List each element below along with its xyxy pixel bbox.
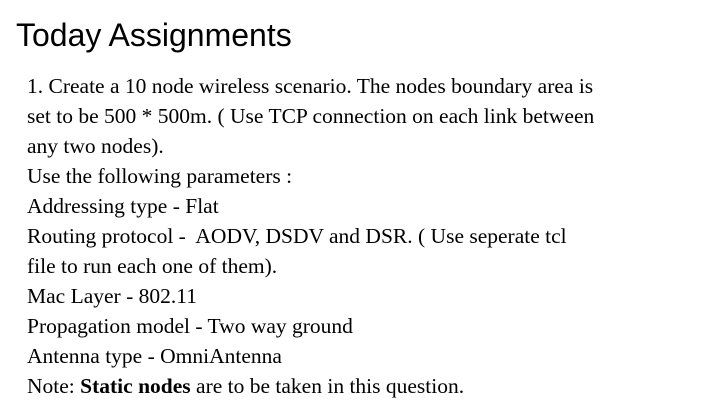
note-prefix: Note:: [27, 374, 81, 398]
mac-layer-line: Mac Layer - 802.11: [27, 284, 197, 308]
routing-protocol-line-2: file to run each one of them).: [27, 254, 278, 278]
assignment-body: [27, 71, 699, 401]
assignment-line-2: set to be 500 * 500m. ( Use TCP connection on each link between: [27, 104, 595, 128]
assignment-line-1: 1. Create a 10 node wireless scenario. The nodes boundary area is: [27, 74, 594, 98]
routing-protocol-line-1: Routing protocol - AODV, DSDV and DSR. ( Use seperate tcl: [27, 224, 567, 248]
assignment-line-3: any two nodes).: [27, 134, 164, 158]
note-line: [27, 371, 699, 401]
note-suffix: are to be taken in this question.: [190, 374, 465, 398]
antenna-type-line: Antenna type - OmniAntenna: [27, 344, 282, 368]
parameters-intro: Use the following parameters :: [27, 164, 293, 188]
addressing-type-line: Addressing type - Flat: [27, 194, 219, 218]
slide-title: Today Assignments: [16, 17, 292, 53]
propagation-model-line: Propagation model - Two way ground: [27, 314, 353, 338]
note-emphasis: Static nodes: [80, 374, 191, 398]
